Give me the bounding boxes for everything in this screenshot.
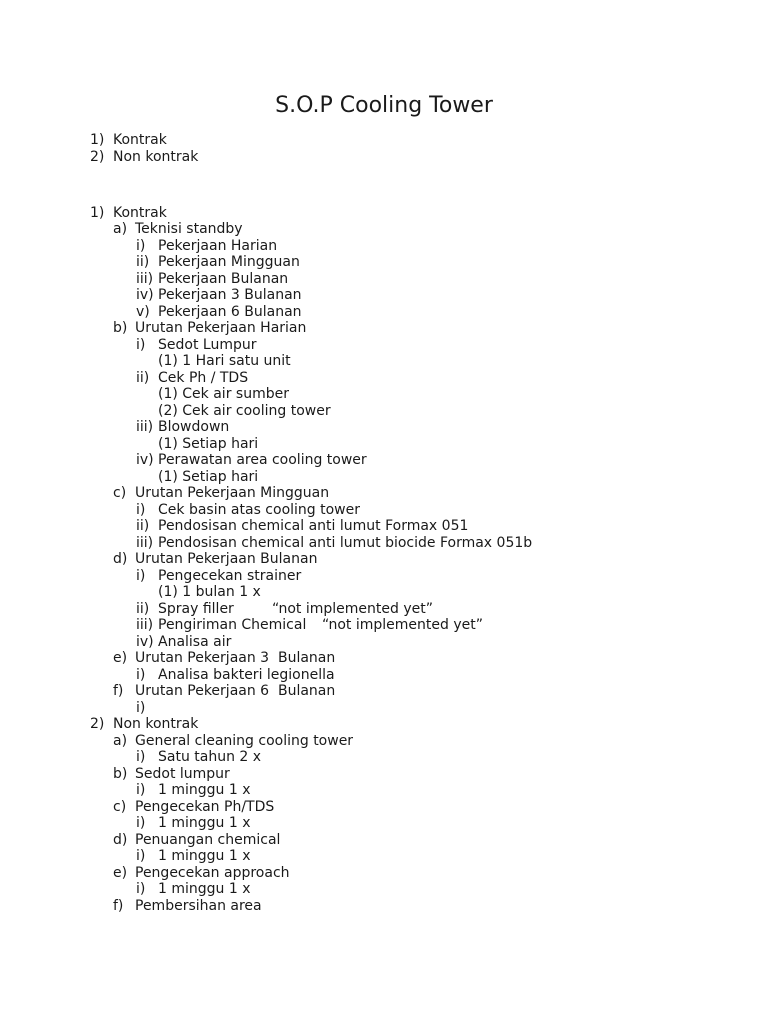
list-item-text: Cek Ph / TDS [158,370,249,386]
list-marker: e) [113,650,128,666]
list-item-text: 1 minggu 1 x [158,881,251,897]
outline-line [0,485,700,502]
list-item-text: Urutan Pekerjaan Harian [135,320,307,336]
list-item-text: Teknisi standby [135,221,243,237]
list-marker: i) [136,238,146,254]
outline-line [0,436,700,453]
list-marker: 2) [90,149,105,165]
list-item-text: General cleaning cooling tower [135,733,354,749]
list-item-text: (1) 1 Hari satu unit [158,353,291,369]
list-marker: i) [136,568,146,584]
list-item-text: Pekerjaan 6 Bulanan [158,304,302,320]
outline-line [0,149,700,166]
list-marker: i) [136,502,146,518]
list-item-text: Kontrak [113,205,167,221]
list-marker: 2) [90,716,105,732]
list-item-text: Pembersihan area [135,898,262,914]
outline-line [0,650,700,667]
status-note: “not implemented yet” [322,617,483,633]
list-item-text: Pekerjaan Bulanan [158,271,289,287]
outline-line [0,386,700,403]
page-title: S.O.P Cooling Tower [275,93,493,118]
list-marker: f) [113,898,124,914]
list-marker: a) [113,733,128,749]
list-marker: d) [113,832,128,848]
list-marker: c) [113,485,127,501]
outline-line [0,584,700,601]
list-marker: i) [136,337,146,353]
list-marker: v) [136,304,150,320]
list-item-text: Pendosisan chemical anti lumut biocide Formax 051b [158,535,533,551]
outline-line [0,287,700,304]
list-marker: b) [113,320,128,336]
list-marker: d) [113,551,128,567]
list-marker: iv) [136,287,154,303]
outline-line [0,320,700,337]
outline-line [0,881,700,898]
list-marker: i) [136,700,146,716]
list-item-text: (1) Cek air sumber [158,386,289,402]
outline-line [0,617,700,634]
list-marker: i) [136,782,146,798]
outline-line [0,271,700,288]
list-marker: iii) [136,535,154,551]
list-marker: iv) [136,452,154,468]
outline-line [0,898,700,915]
list-item-text: Urutan Pekerjaan 6 Bulanan [135,683,336,699]
outline-line [0,238,700,255]
list-item-text: Non kontrak [113,149,199,165]
outline-line [0,683,700,700]
list-item-text: Penuangan chemical [135,832,281,848]
list-marker: a) [113,221,128,237]
outline-line [0,370,700,387]
list-marker: b) [113,766,128,782]
outline-line [0,254,700,271]
list-marker: ii) [136,370,150,386]
list-item-text: Cek basin atas cooling tower [158,502,361,518]
status-note: “not implemented yet” [272,601,433,617]
list-marker: e) [113,865,128,881]
outline-line [0,634,700,651]
list-item-text: Pengecekan approach [135,865,290,881]
list-marker: i) [136,881,146,897]
outline-line [0,716,700,733]
outline-line [0,766,700,783]
outline-line [0,535,700,552]
outline-line [0,452,700,469]
outline-line [0,403,700,420]
list-item-text: (1) Setiap hari [158,436,259,452]
list-item-text: Sedot Lumpur [158,337,257,353]
list-marker: i) [136,749,146,765]
list-marker: i) [136,848,146,864]
list-marker: ii) [136,518,150,534]
list-marker: f) [113,683,124,699]
outline-line [0,419,700,436]
outline-line [0,353,700,370]
list-item-text: Urutan Pekerjaan Mingguan [135,485,330,501]
outline-line [0,518,700,535]
outline-line [0,502,700,519]
list-item-text: Pengecekan Ph/TDS [135,799,275,815]
list-marker: ii) [136,254,150,270]
outline-line [0,782,700,799]
outline-line [0,815,700,832]
list-item-text: Blowdown [158,419,230,435]
outline-line [0,568,700,585]
list-item-text: Non kontrak [113,716,199,732]
outline-line [0,601,700,618]
list-item-text: Pengecekan strainer [158,568,302,584]
list-marker: iii) [136,617,154,633]
list-item-text: (1) 1 bulan 1 x [158,584,261,600]
list-item-text: Satu tahun 2 x [158,749,262,765]
list-marker: c) [113,799,127,815]
outline-line [0,221,700,238]
list-marker: iii) [136,419,154,435]
list-item-text: 1 minggu 1 x [158,782,251,798]
outline-line [0,799,700,816]
list-item-text: Spray filler [158,601,234,617]
list-item-text: Pendosisan chemical anti lumut Formax 051 [158,518,469,534]
list-marker: i) [136,667,146,683]
list-marker: 1) [90,205,105,221]
outline-line [0,749,700,766]
outline-line [0,337,700,354]
outline-line [0,865,700,882]
list-item-text: 1 minggu 1 x [158,815,251,831]
list-marker: 1) [90,132,105,148]
list-item-text: Pekerjaan Mingguan [158,254,300,270]
outline-line [0,832,700,849]
outline-line [0,667,700,684]
outline-line [0,700,700,717]
list-item-text: Kontrak [113,132,167,148]
list-item-text: Pekerjaan Harian [158,238,278,254]
list-item-text: Analisa bakteri legionella [158,667,335,683]
list-marker: iv) [136,634,154,650]
list-marker: iii) [136,271,154,287]
list-item-text: (2) Cek air cooling tower [158,403,331,419]
outline-line [0,733,700,750]
list-marker: ii) [136,601,150,617]
outline-line [0,848,700,865]
list-item-text: Pengiriman Chemical [158,617,307,633]
outline-line [0,132,700,149]
outline-line [0,304,700,321]
list-item-text: Pekerjaan 3 Bulanan [158,287,302,303]
list-item-text: (1) Setiap hari [158,469,259,485]
outline-line [0,205,700,222]
list-item-text: 1 minggu 1 x [158,848,251,864]
list-item-text: Urutan Pekerjaan Bulanan [135,551,318,567]
list-item-text: Analisa air [158,634,232,650]
outline-line [0,469,700,486]
list-item-text: Sedot lumpur [135,766,230,782]
list-item-text: Perawatan area cooling tower [158,452,367,468]
list-marker: i) [136,815,146,831]
list-item-text: Urutan Pekerjaan 3 Bulanan [135,650,336,666]
outline-line [0,551,700,568]
